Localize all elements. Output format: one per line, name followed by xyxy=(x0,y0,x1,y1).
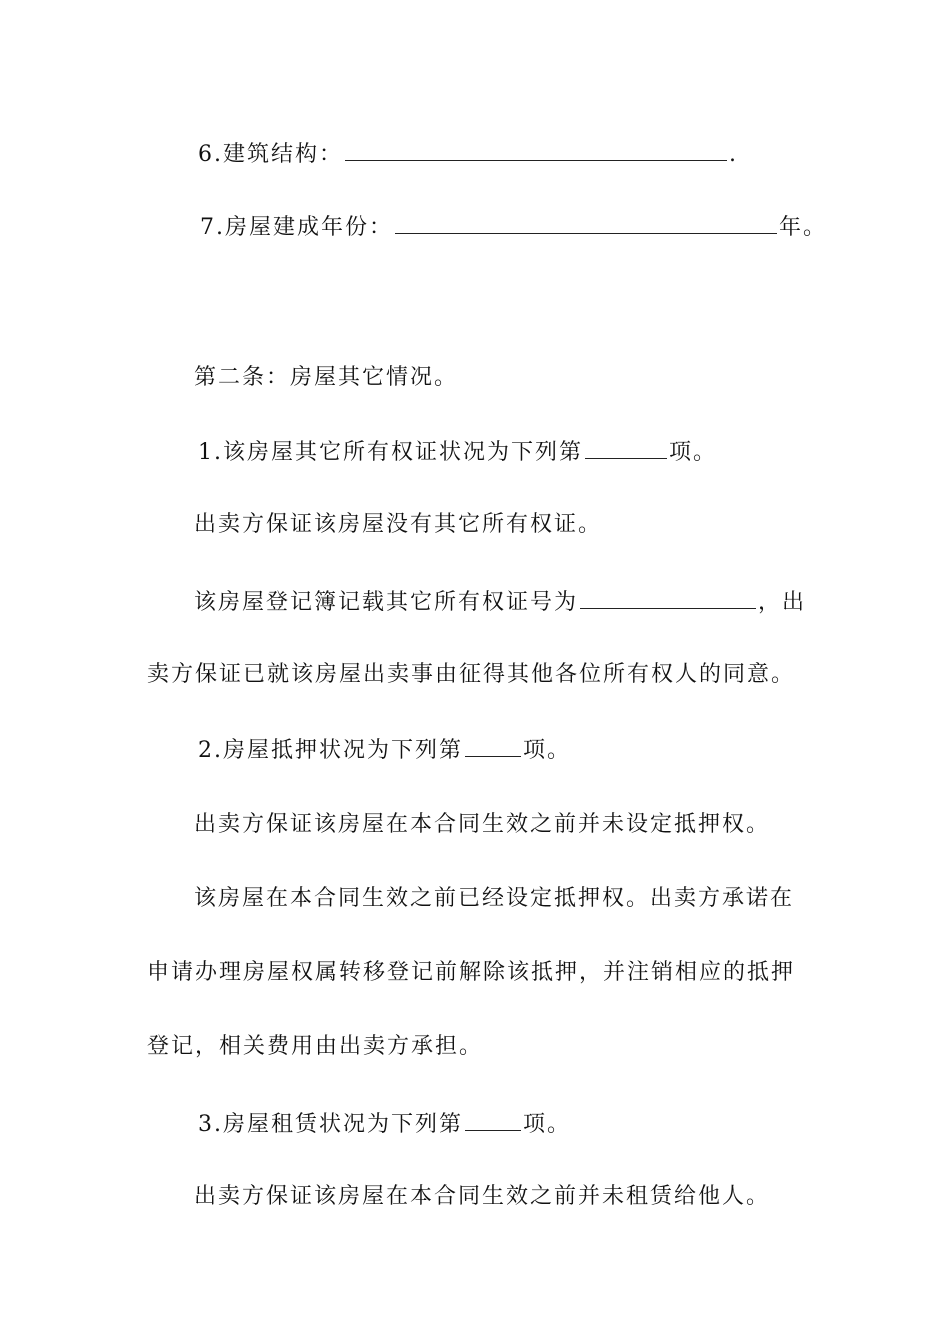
item-3-line xyxy=(198,1108,571,1140)
line-label: 7.房屋建成年份： xyxy=(200,215,393,240)
fill-blank xyxy=(395,211,777,234)
paragraph-line xyxy=(147,1032,483,1062)
line-suffix: ，出 xyxy=(758,590,807,615)
item-2-line xyxy=(198,734,571,766)
line-suffix: . xyxy=(729,142,738,167)
line-suffix: 项。 xyxy=(669,440,718,465)
paragraph-line xyxy=(194,1182,770,1212)
section-heading xyxy=(194,363,458,393)
paragraph-line xyxy=(147,660,795,690)
fill-blank xyxy=(465,734,521,757)
line-label: 2.房屋抵押状况为下列第 xyxy=(198,738,463,763)
paragraph-text: 出卖方保证该房屋在本合同生效之前并未设定抵押权。 xyxy=(194,812,771,837)
fill-blank xyxy=(585,436,667,459)
line-label: 1.该房屋其它所有权证状况为下列第 xyxy=(198,440,583,465)
paragraph-line xyxy=(194,586,806,618)
line-label: 3.房屋租赁状况为下列第 xyxy=(198,1112,463,1137)
fill-blank xyxy=(580,586,756,609)
paragraph-text: 申请办理房屋权属转移登记前解除该抵押，并注销相应的抵押 xyxy=(147,960,796,985)
paragraph-text: 卖方保证已就该房屋出卖事由征得其他各位所有权人的同意。 xyxy=(147,662,796,687)
paragraph-text: 该房屋在本合同生效之前已经设定抵押权。出卖方承诺在 xyxy=(194,886,795,911)
line-suffix: 年。 xyxy=(779,215,828,240)
build-year-line xyxy=(200,211,827,243)
line-label: 该房屋登记簿记载其它所有权证号为 xyxy=(194,590,579,615)
paragraph-text: 出卖方保证该房屋没有其它所有权证。 xyxy=(194,512,603,537)
line-suffix: 项。 xyxy=(523,738,572,763)
paragraph-line xyxy=(194,884,794,914)
line-label: 6.建筑结构： xyxy=(198,142,343,167)
paragraph-text: 出卖方保证该房屋在本合同生效之前并未租赁给他人。 xyxy=(194,1184,771,1209)
line-suffix: 项。 xyxy=(523,1112,572,1137)
paragraph-line xyxy=(147,958,795,988)
paragraph-line xyxy=(194,810,770,840)
paragraph-line xyxy=(194,510,602,540)
building-structure-line xyxy=(198,138,738,170)
fill-blank xyxy=(345,138,727,161)
fill-blank xyxy=(465,1108,521,1131)
paragraph-text: 登记，相关费用由出卖方承担。 xyxy=(147,1034,484,1059)
item-1-line xyxy=(198,436,717,468)
section-heading-text: 第二条：房屋其它情况。 xyxy=(194,365,459,390)
